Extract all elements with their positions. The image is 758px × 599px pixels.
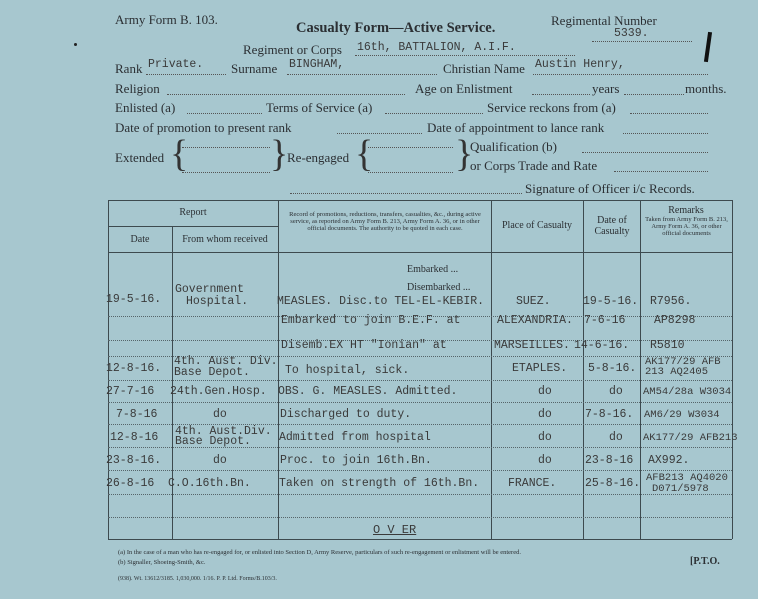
trade-label: or Corps Trade and Rate bbox=[470, 158, 598, 173]
row-date: 27-7-16 bbox=[106, 385, 155, 398]
row-place: ETAPLES. bbox=[512, 362, 568, 375]
brace-left-icon: { bbox=[170, 133, 189, 175]
header-place: Place of Casualty bbox=[502, 220, 572, 231]
row-date: 19-5-16. bbox=[106, 293, 162, 306]
brace-right-icon: } bbox=[455, 133, 474, 175]
lance-label: Date of appointment to lance rank bbox=[427, 120, 605, 135]
row-remarks: AK177/29 AFB213 bbox=[643, 432, 738, 444]
rank-label: Rank bbox=[115, 61, 143, 76]
row-place: do bbox=[538, 385, 552, 398]
footnote-b: (b) Signaller, Shoeing-Smith, &c. bbox=[118, 559, 206, 566]
row-remarks-2: D071/5978 bbox=[652, 483, 709, 495]
row-record: To hospital, sick. bbox=[285, 364, 410, 377]
row-remarks: AK177/29 AFB bbox=[645, 356, 721, 368]
age-label: Age on Enlistment bbox=[415, 81, 513, 96]
regiment-value: 16th, BATTALION, A.I.F. bbox=[357, 41, 516, 54]
row-date: 26-8-16 bbox=[106, 477, 155, 490]
footnote-a: (a) In the case of a man who has re-engaged for, or enlisted into Section D, Army Reserve, particulars of such re-engagement or enlistment will be entered. bbox=[118, 549, 521, 556]
header-from-whom: From whom received bbox=[182, 234, 268, 245]
header-date: Date bbox=[130, 234, 150, 245]
religion-label: Religion bbox=[115, 81, 160, 96]
brace-right-icon: } bbox=[270, 133, 289, 175]
row-record: Admitted from hospital bbox=[279, 431, 431, 444]
row-record: Proc. to join 16th.Bn. bbox=[280, 454, 432, 467]
row-place: do bbox=[538, 431, 552, 444]
row-date-casualty: do bbox=[609, 431, 623, 444]
surname-value: BINGHAM, bbox=[289, 58, 345, 71]
row-date-casualty: 25-8-16. bbox=[585, 477, 641, 490]
header-remarks-sub: Taken from Army Form B. 213, Army Form A. 36, or other official documents bbox=[645, 216, 728, 237]
row-remarks: R7956. bbox=[650, 295, 692, 308]
terms-label: Terms of Service (a) bbox=[266, 100, 373, 115]
row-place: SUEZ. bbox=[516, 295, 551, 308]
rank-value: Private. bbox=[148, 58, 204, 71]
row-from-2: Base Depot. bbox=[174, 366, 250, 379]
row-from: Government bbox=[175, 283, 245, 296]
promotion-label: Date of promotion to present rank bbox=[115, 120, 292, 135]
row-from-2: Base Depot. bbox=[175, 435, 251, 448]
row-place: do bbox=[538, 408, 552, 421]
row-date-casualty: 5-8-16. bbox=[588, 362, 637, 375]
months-label: months. bbox=[685, 81, 727, 96]
christian-name-label: Christian Name bbox=[443, 61, 525, 76]
row-date: 23-8-16. bbox=[106, 454, 162, 467]
row-record: Taken on strength of 16th.Bn. bbox=[279, 477, 480, 490]
reckons-label: Service reckons from (a) bbox=[487, 100, 616, 115]
signature-label: Signature of Officer i/c Records. bbox=[525, 181, 695, 196]
row-remarks: AM54/28a W3034 bbox=[643, 386, 732, 398]
row-record: Embarked to join B.E.F. at bbox=[281, 314, 461, 327]
row-record: Discharged to duty. bbox=[280, 408, 412, 421]
row-date-casualty: 7-6-16 bbox=[584, 314, 626, 327]
row-from: do bbox=[213, 408, 227, 421]
header-record: Record of promotions, reductions, transfers, casualties, &c., during active service, as reported on Army Form B. 213, Army Form A. 36, or in other official documents. The authority to be quoted in each case. bbox=[289, 211, 481, 232]
disembarked-label: Disembarked ... bbox=[407, 282, 471, 293]
row-remarks: AFB213 AQ4020 bbox=[646, 472, 728, 484]
row-record: Disemb.EX HT "Ionian" at bbox=[281, 339, 447, 352]
ink-mark bbox=[704, 32, 712, 62]
row-date-casualty: 14-6-16. bbox=[574, 339, 630, 352]
row-date-casualty: 7-8-16. bbox=[585, 408, 634, 421]
reengaged-label: Re-engaged bbox=[287, 150, 350, 165]
row-from: 24th.Gen.Hosp. bbox=[170, 385, 267, 398]
extended-label: Extended bbox=[115, 150, 165, 165]
pto-label: [P.T.O. bbox=[690, 556, 720, 567]
row-date: 7-8-16 bbox=[116, 408, 158, 421]
ink-speck bbox=[74, 43, 77, 46]
row-from: do bbox=[213, 454, 227, 467]
row-date: 12-8-16. bbox=[106, 362, 162, 375]
row-place: ALEXANDRIA. bbox=[497, 314, 573, 327]
regiment-label: Regiment or Corps bbox=[243, 42, 342, 57]
print-line: (938). Wt. 13612/3185. 1,030,000. 1/16. P. P. Ltd. Forms/B.103/3. bbox=[118, 576, 277, 582]
row-remarks-2: 213 AQ2405 bbox=[645, 366, 709, 378]
surname-label: Surname bbox=[231, 61, 278, 76]
qualification-label: Qualification (b) bbox=[470, 139, 557, 154]
over-label: O V ER bbox=[373, 523, 417, 537]
row-remarks: R5810 bbox=[650, 339, 685, 352]
header-date-casualty: Date of Casualty bbox=[594, 215, 630, 237]
row-date: 12-8-16 bbox=[110, 431, 159, 444]
row-record: OBS. G. MEASLES. Admitted. bbox=[278, 385, 458, 398]
form-number: Army Form B. 103. bbox=[115, 12, 218, 27]
years-label: years bbox=[592, 81, 620, 96]
row-remarks: AM6/29 W3034 bbox=[644, 409, 720, 421]
row-from-2: Hospital. bbox=[186, 295, 249, 308]
christian-name-value: Austin Henry, bbox=[535, 58, 625, 71]
form-title: Casualty Form—Active Service. bbox=[296, 20, 496, 36]
regimental-number-value: 5339. bbox=[614, 27, 649, 40]
enlisted-label: Enlisted (a) bbox=[115, 100, 176, 115]
row-remarks: AX992. bbox=[648, 454, 690, 467]
row-place: MARSEILLES. bbox=[494, 339, 570, 352]
brace-left-icon: { bbox=[355, 133, 374, 175]
row-place: do bbox=[538, 454, 552, 467]
row-record: MEASLES. Disc.to TEL-EL-KEBIR. bbox=[277, 295, 485, 308]
row-from: 4th. Aust. Div. bbox=[174, 355, 278, 368]
row-from: C.O.16th.Bn. bbox=[168, 477, 251, 490]
row-place: FRANCE. bbox=[508, 477, 557, 490]
row-date-casualty: 19-5-16. bbox=[583, 295, 639, 308]
row-date-casualty: do bbox=[609, 385, 623, 398]
row-remarks: AP8298 bbox=[654, 314, 696, 327]
row-date-casualty: 23-8-16 bbox=[585, 454, 634, 467]
header-remarks: Remarks bbox=[668, 205, 704, 216]
regimental-number-label: Regimental Number bbox=[551, 13, 657, 28]
header-report: Report bbox=[179, 207, 207, 218]
row-from: 4th. Aust.Div. bbox=[175, 425, 272, 438]
embarked-label: Embarked ... bbox=[407, 264, 459, 275]
